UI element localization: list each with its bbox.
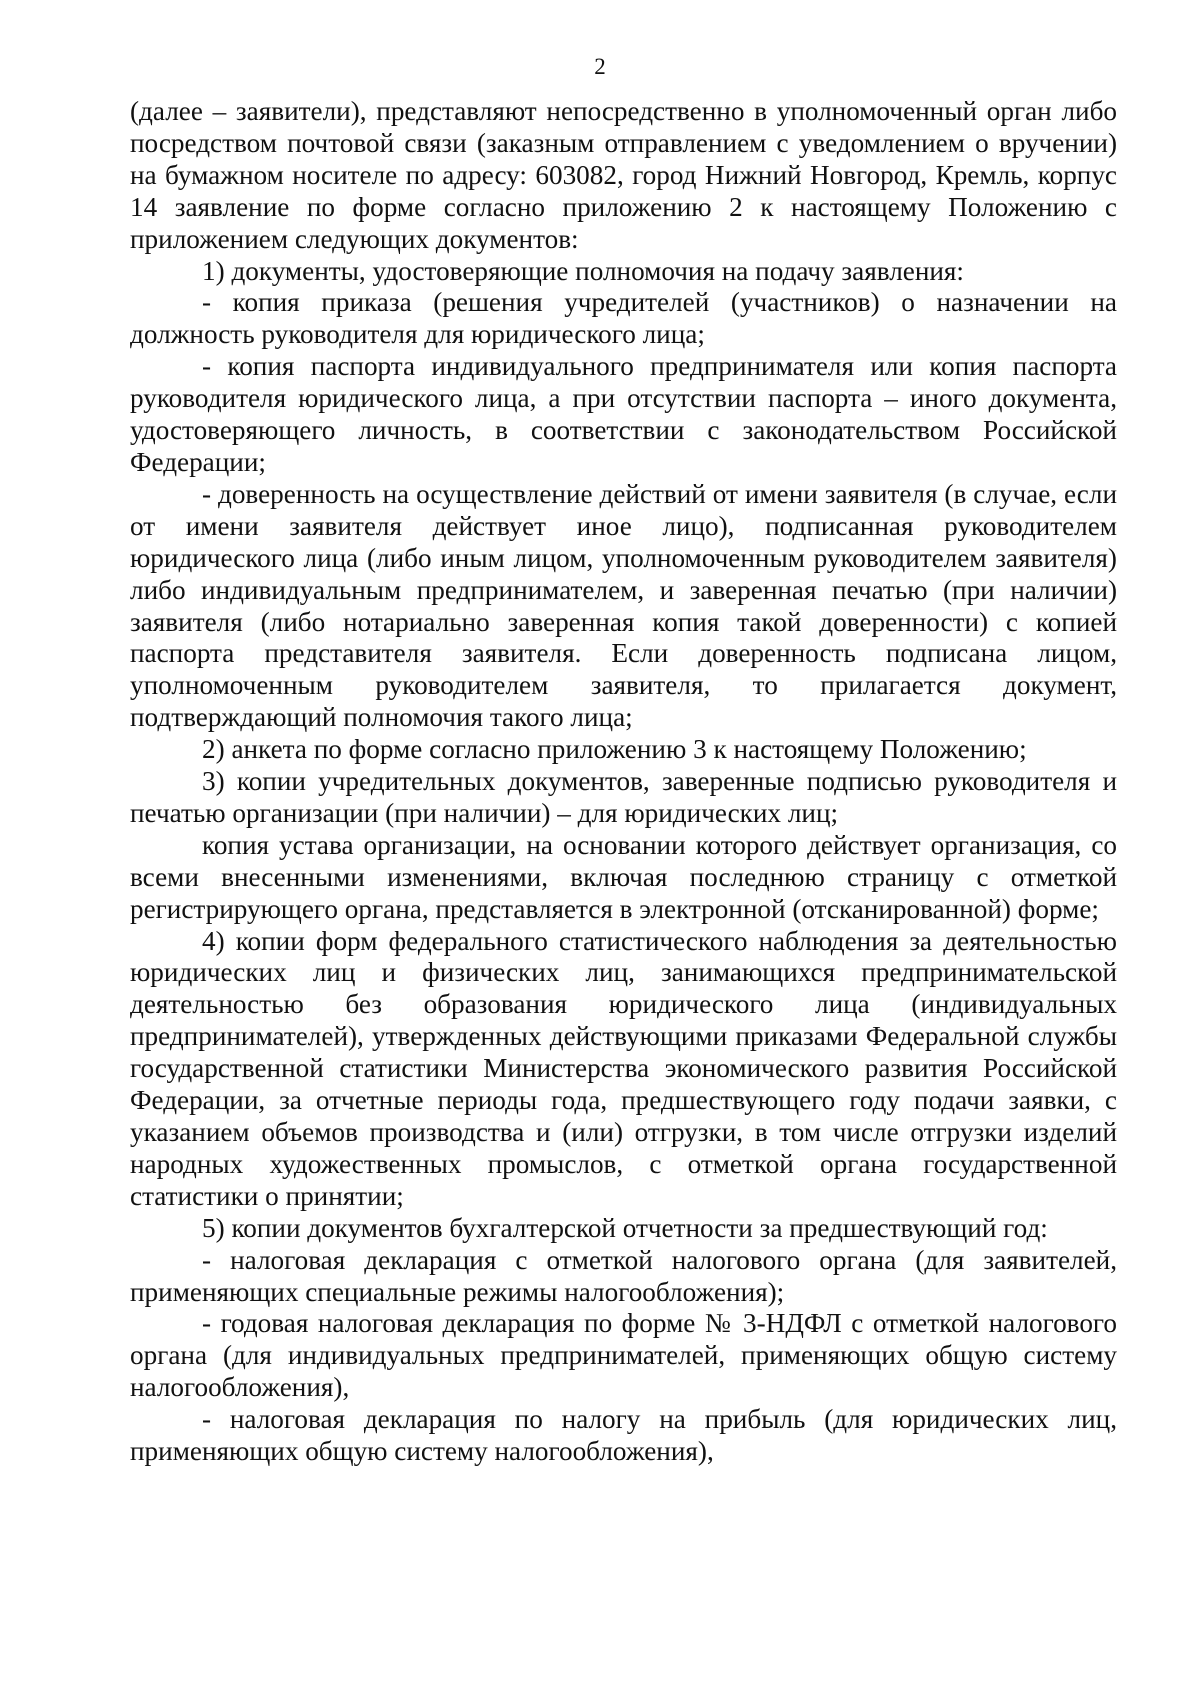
paragraph: - налоговая декларация по налогу на прибыль (для юридических лиц, применяющих общую систему налогообложения), <box>130 1404 1117 1467</box>
document-body <box>130 96 1117 1468</box>
paragraph: - годовая налоговая декларация по форме № 3-НДФЛ с отметкой налогового органа (для индивидуальных предпринимателей, применяющих общую систему налогообложения), <box>130 1308 1117 1403</box>
paragraph: копия устава организации, на основании которого действует организация, со всеми внесенными изменениями, включая последнюю страницу с отметкой регистрирующего органа, представляется в электронной (отсканированной) форме; <box>130 829 1117 924</box>
paragraph: - доверенность на осуществление действий от имени заявителя (в случае, если от имени заявителя действует иное лицо), подписанная руководителем юридического лица (либо иным лицом, уполномоченным руководителем заявителя) либо индивидуальным предпринимателем, и заверенная печатью (при наличии) заявителя (либо нотариально заверенная копия такой доверенности) с копией паспорта представителя заявителя. Если доверенность подписана лицом, уполномоченным руководителем заявителя, то прилагается документ, подтверждающий полномочия такого лица; <box>130 478 1117 733</box>
paragraph: - копия паспорта индивидуального предпринимателя или копия паспорта руководителя юридического лица, а при отсутствии паспорта – иного документа, удостоверяющего личность, в соответствии с законодательством Российской Федерации; <box>130 351 1117 477</box>
paragraph: (далее – заявители), представляют непосредственно в уполномоченный орган либо посредством почтовой связи (заказным отправлением с уведомлением о вручении) на бумажном носителе по адресу: 603082, город Нижний Новгород, Кремль, корпус 14 заявление по форме согласно приложению 2 к настоящему Положению с приложением следующих документов: <box>130 96 1117 254</box>
paragraph: 2) анкета по форме согласно приложению 3 к настоящему Положению; <box>202 734 1027 765</box>
paragraph: 1) документы, удостоверяющие полномочия на подачу заявления: <box>202 255 964 286</box>
paragraph: 4) копии форм федерального статистического наблюдения за деятельностью юридических лиц и физических лиц, занимающихся предпринимательской деятельностью без образования юридического лица (индивидуальных предпринимателей), утвержденных действующими приказами Федеральной службы государственной статистики Министерства экономического развития Российской Федерации, за отчетные периоды года, предшествующего году подачи заявки, с указанием объемов производства и (или) отгрузки, в том числе отгрузки изделий народных художественных промыслов, с отметкой органа государственной статистики о принятии; <box>130 925 1117 1211</box>
paragraph: 5) копии документов бухгалтерской отчетности за предшествующий год: <box>202 1212 1048 1243</box>
page-number: 2 <box>594 54 606 79</box>
paragraph: - налоговая декларация с отметкой налогового органа (для заявителей, применяющих специальные режимы налогообложения); <box>130 1244 1117 1307</box>
paragraph: - копия приказа (решения учредителей (участников) о назначении на должность руководителя для юридического лица; <box>130 287 1117 350</box>
paragraph: 3) копии учредительных документов, заверенные подписью руководителя и печатью организации (при наличии) – для юридических лиц; <box>130 766 1117 828</box>
